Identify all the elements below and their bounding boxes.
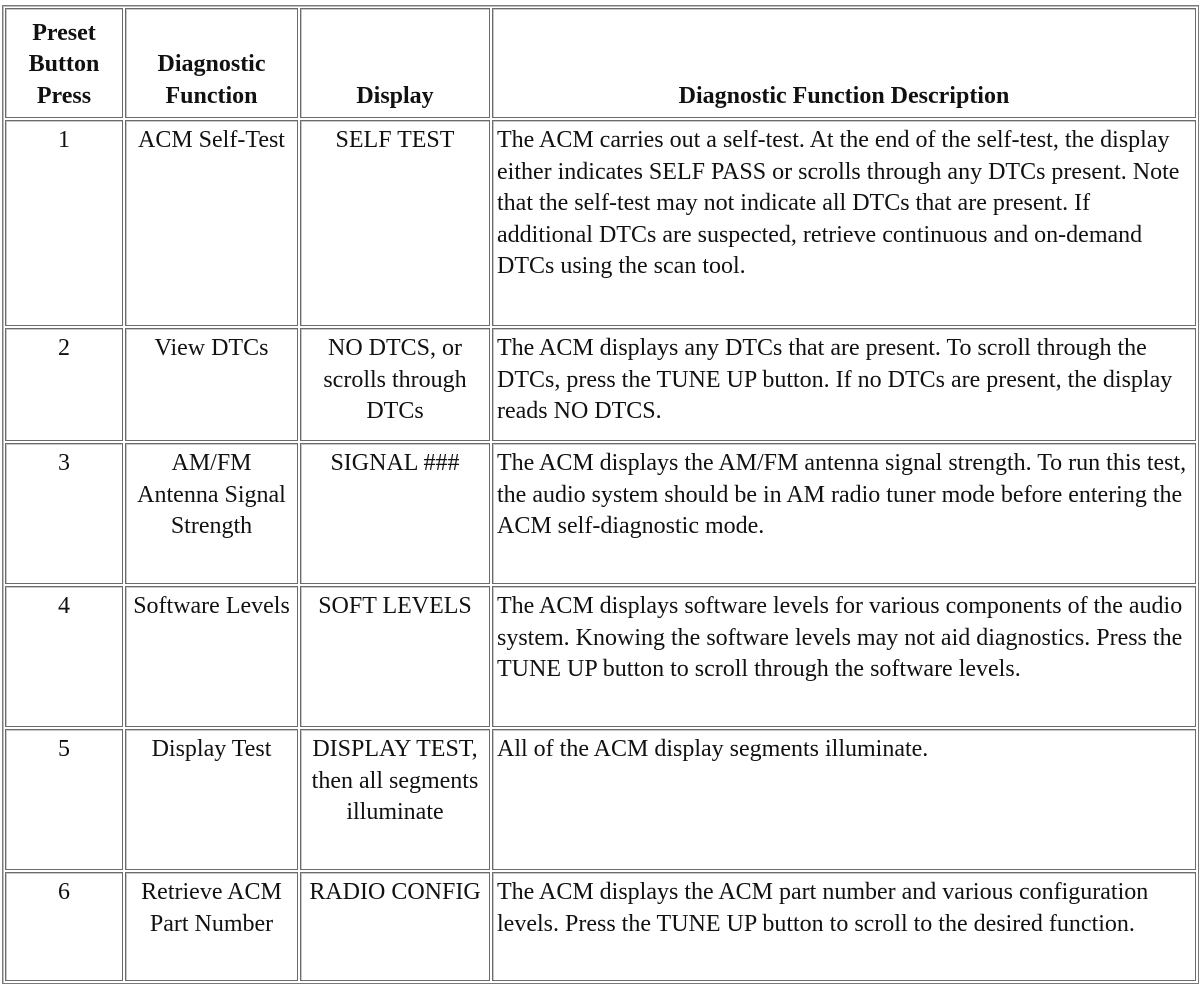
cell-function: Software Levels <box>125 586 298 727</box>
cell-description: All of the ACM display segments illuminate. <box>492 729 1196 870</box>
header-display: Display <box>300 8 490 118</box>
cell-press: 3 <box>5 443 123 584</box>
cell-display: NO DTCS, or scrolls through DTCs <box>300 328 490 441</box>
cell-display: RADIO CONFIG <box>300 872 490 981</box>
header-preset-button-press: Preset Button Press <box>5 8 123 118</box>
cell-description: The ACM carries out a self-test. At the end of the self-test, the display either indicates SELF PASS or scrolls through any DTCs present. Note that the self-test may not indicate all DTCs that are present. If additional DTCs are suspected, retrieve continuous and on-demand DTCs using the scan tool. <box>492 120 1196 326</box>
cell-press: 1 <box>5 120 123 326</box>
cell-display: SELF TEST <box>300 120 490 326</box>
cell-display: SOFT LEVELS <box>300 586 490 727</box>
diagnostic-table-frame <box>2 5 1199 984</box>
cell-description: The ACM displays the AM/FM antenna signal strength. To run this test, the audio system should be in AM radio tuner mode before entering the ACM self-diagnostic mode. <box>492 443 1196 584</box>
cell-function: Display Test <box>125 729 298 870</box>
cell-press: 5 <box>5 729 123 870</box>
cell-display: DISPLAY TEST, then all segments illuminate <box>300 729 490 870</box>
cell-press: 4 <box>5 586 123 727</box>
cell-press: 2 <box>5 328 123 441</box>
cell-description: The ACM displays any DTCs that are present. To scroll through the DTCs, press the TUNE UP button. If no DTCs are present, the display reads NO DTCS. <box>492 328 1196 441</box>
cell-press: 6 <box>5 872 123 981</box>
cell-function: View DTCs <box>125 328 298 441</box>
cell-function: AM/FM Antenna Signal Strength <box>125 443 298 584</box>
cell-description: The ACM displays the ACM part number and various configuration levels. Press the TUNE UP button to scroll to the desired function. <box>492 872 1196 981</box>
table-header-row <box>5 8 1196 118</box>
cell-function: Retrieve ACM Part Number <box>125 872 298 981</box>
table-row <box>5 586 1196 727</box>
table-row <box>5 328 1196 441</box>
table-row <box>5 872 1196 981</box>
diagnostic-function-table <box>3 6 1198 983</box>
table-row <box>5 120 1196 326</box>
table-row <box>5 443 1196 584</box>
cell-display: SIGNAL ### <box>300 443 490 584</box>
cell-description: The ACM displays software levels for various components of the audio system. Knowing the software levels may not aid diagnostics. Press the TUNE UP button to scroll through the software levels. <box>492 586 1196 727</box>
table-row <box>5 729 1196 870</box>
cell-function: ACM Self-Test <box>125 120 298 326</box>
header-description: Diagnostic Function Description <box>492 8 1196 118</box>
header-diagnostic-function: Diagnostic Function <box>125 8 298 118</box>
